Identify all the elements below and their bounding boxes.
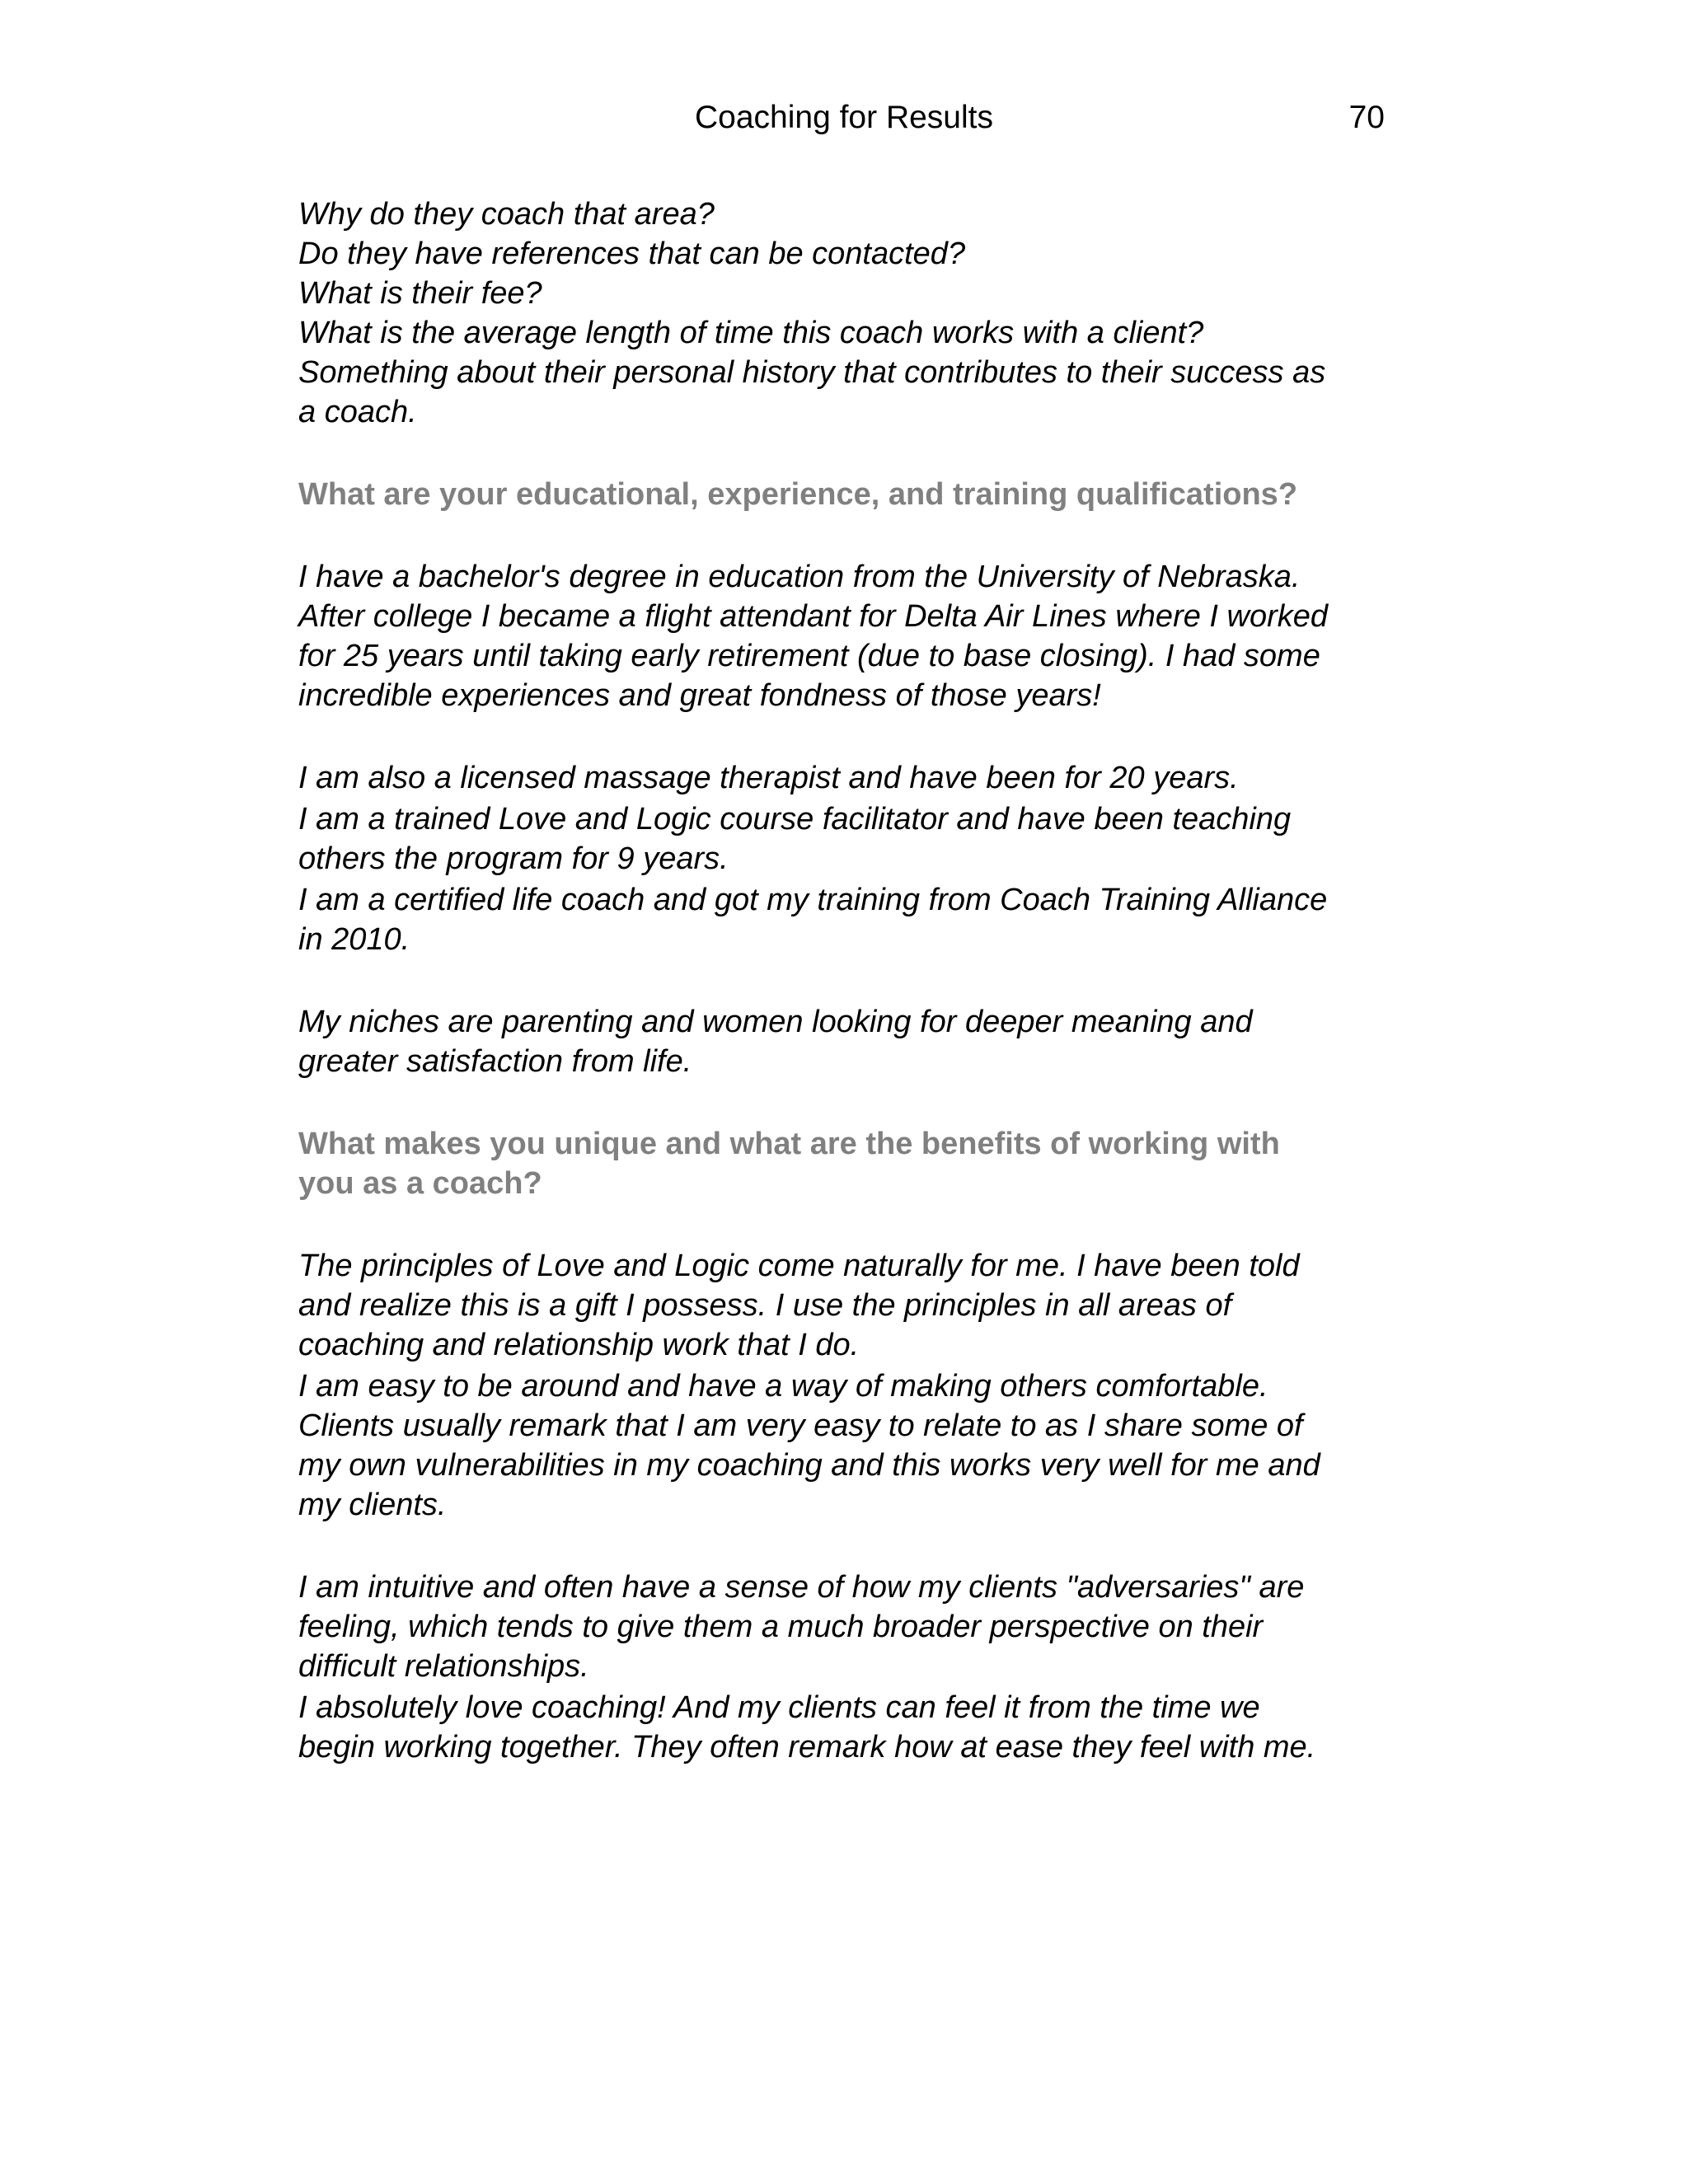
paragraph-love-and-logic bbox=[298, 799, 1395, 879]
intro-line: What is the average length of time this coach works with a client? bbox=[298, 316, 1204, 350]
intro-line: Why do they coach that area? bbox=[298, 197, 715, 232]
paragraph-line: others the program for 9 years. bbox=[298, 841, 729, 876]
intro-line: a coach. bbox=[298, 395, 417, 429]
spacer bbox=[298, 514, 1395, 557]
paragraph-education bbox=[298, 557, 1395, 715]
paragraph-principles bbox=[298, 1246, 1395, 1365]
paragraph-line: greater satisfaction from life. bbox=[298, 1044, 692, 1079]
paragraph-line: I am a trained Love and Logic course facilitator and have been teaching bbox=[298, 802, 1292, 837]
section-heading-unique-benefits bbox=[298, 1124, 1395, 1203]
paragraph-massage bbox=[298, 758, 1395, 798]
spacer bbox=[298, 715, 1395, 758]
intro-question-list bbox=[298, 194, 1395, 432]
paragraph-line: difficult relationships. bbox=[298, 1649, 589, 1684]
paragraph-niches bbox=[298, 1002, 1395, 1081]
paragraph-line: Clients usually remark that I am very easy to relate to as I share some of bbox=[298, 1408, 1303, 1443]
paragraph-line: The principles of Love and Logic come naturally for me. I have been told bbox=[298, 1249, 1300, 1283]
paragraph-certified-coach bbox=[298, 880, 1395, 959]
paragraph-line: I am also a licensed massage therapist and have been for 20 years. bbox=[298, 761, 1239, 795]
heading-line: What makes you unique and what are the benefits of working with bbox=[298, 1127, 1280, 1161]
paragraph-line: for 25 years until taking early retirement (due to base closing). I had some bbox=[298, 639, 1320, 673]
paragraph-love-coaching bbox=[298, 1688, 1395, 1767]
paragraph-line: incredible experiences and great fondness of those years! bbox=[298, 678, 1101, 713]
paragraph-line: After college I became a flight attendant for Delta Air Lines where I worked bbox=[298, 599, 1329, 634]
paragraph-line: I am easy to be around and have a way of making others comfortable. bbox=[298, 1369, 1268, 1404]
intro-line: Something about their personal history that contributes to their success as bbox=[298, 355, 1326, 390]
paragraph-line: in 2010. bbox=[298, 922, 410, 957]
spacer bbox=[298, 1203, 1395, 1246]
paragraph-line: and realize this is a gift I possess. I use the principles in all areas of bbox=[298, 1288, 1232, 1323]
heading-line: What are your educational, experience, and training qualifications? bbox=[298, 477, 1298, 512]
intro-line: What is their fee? bbox=[298, 276, 542, 311]
intro-line: Do they have references that can be contacted? bbox=[298, 237, 966, 271]
paragraph-line: I am a certified life coach and got my training from Coach Training Alliance bbox=[298, 883, 1328, 917]
paragraph-intuitive bbox=[298, 1568, 1395, 1686]
paragraph-line: coaching and relationship work that I do. bbox=[298, 1328, 860, 1362]
page-body bbox=[298, 194, 1395, 1767]
spacer bbox=[298, 959, 1395, 1002]
paragraph-line: I am intuitive and often have a sense of how my clients "adversaries" are bbox=[298, 1570, 1305, 1605]
paragraph-line: my own vulnerabilities in my coaching and this works very well for me and bbox=[298, 1448, 1320, 1483]
paragraph-easy-to-be-around bbox=[298, 1366, 1395, 1525]
paragraph-line: begin working together. They often remark how at ease they feel with me. bbox=[298, 1730, 1316, 1765]
section-heading-qualifications bbox=[298, 475, 1395, 514]
paragraph-line: I have a bachelor's degree in education from the University of Nebraska. bbox=[298, 560, 1301, 594]
paragraph-line: my clients. bbox=[298, 1488, 447, 1522]
paragraph-line: feeling, which tends to give them a much broader perspective on their bbox=[298, 1610, 1264, 1644]
spacer bbox=[298, 1081, 1395, 1124]
spacer bbox=[298, 1525, 1395, 1568]
paragraph-line: My niches are parenting and women looking for deeper meaning and bbox=[298, 1005, 1253, 1039]
paragraph-line: I absolutely love coaching! And my clients can feel it from the time we bbox=[298, 1690, 1260, 1725]
page-number: 70 bbox=[1348, 100, 1385, 135]
heading-line: you as a coach? bbox=[298, 1166, 542, 1201]
spacer bbox=[298, 432, 1395, 475]
running-header-title: Coaching for Results bbox=[694, 100, 993, 135]
